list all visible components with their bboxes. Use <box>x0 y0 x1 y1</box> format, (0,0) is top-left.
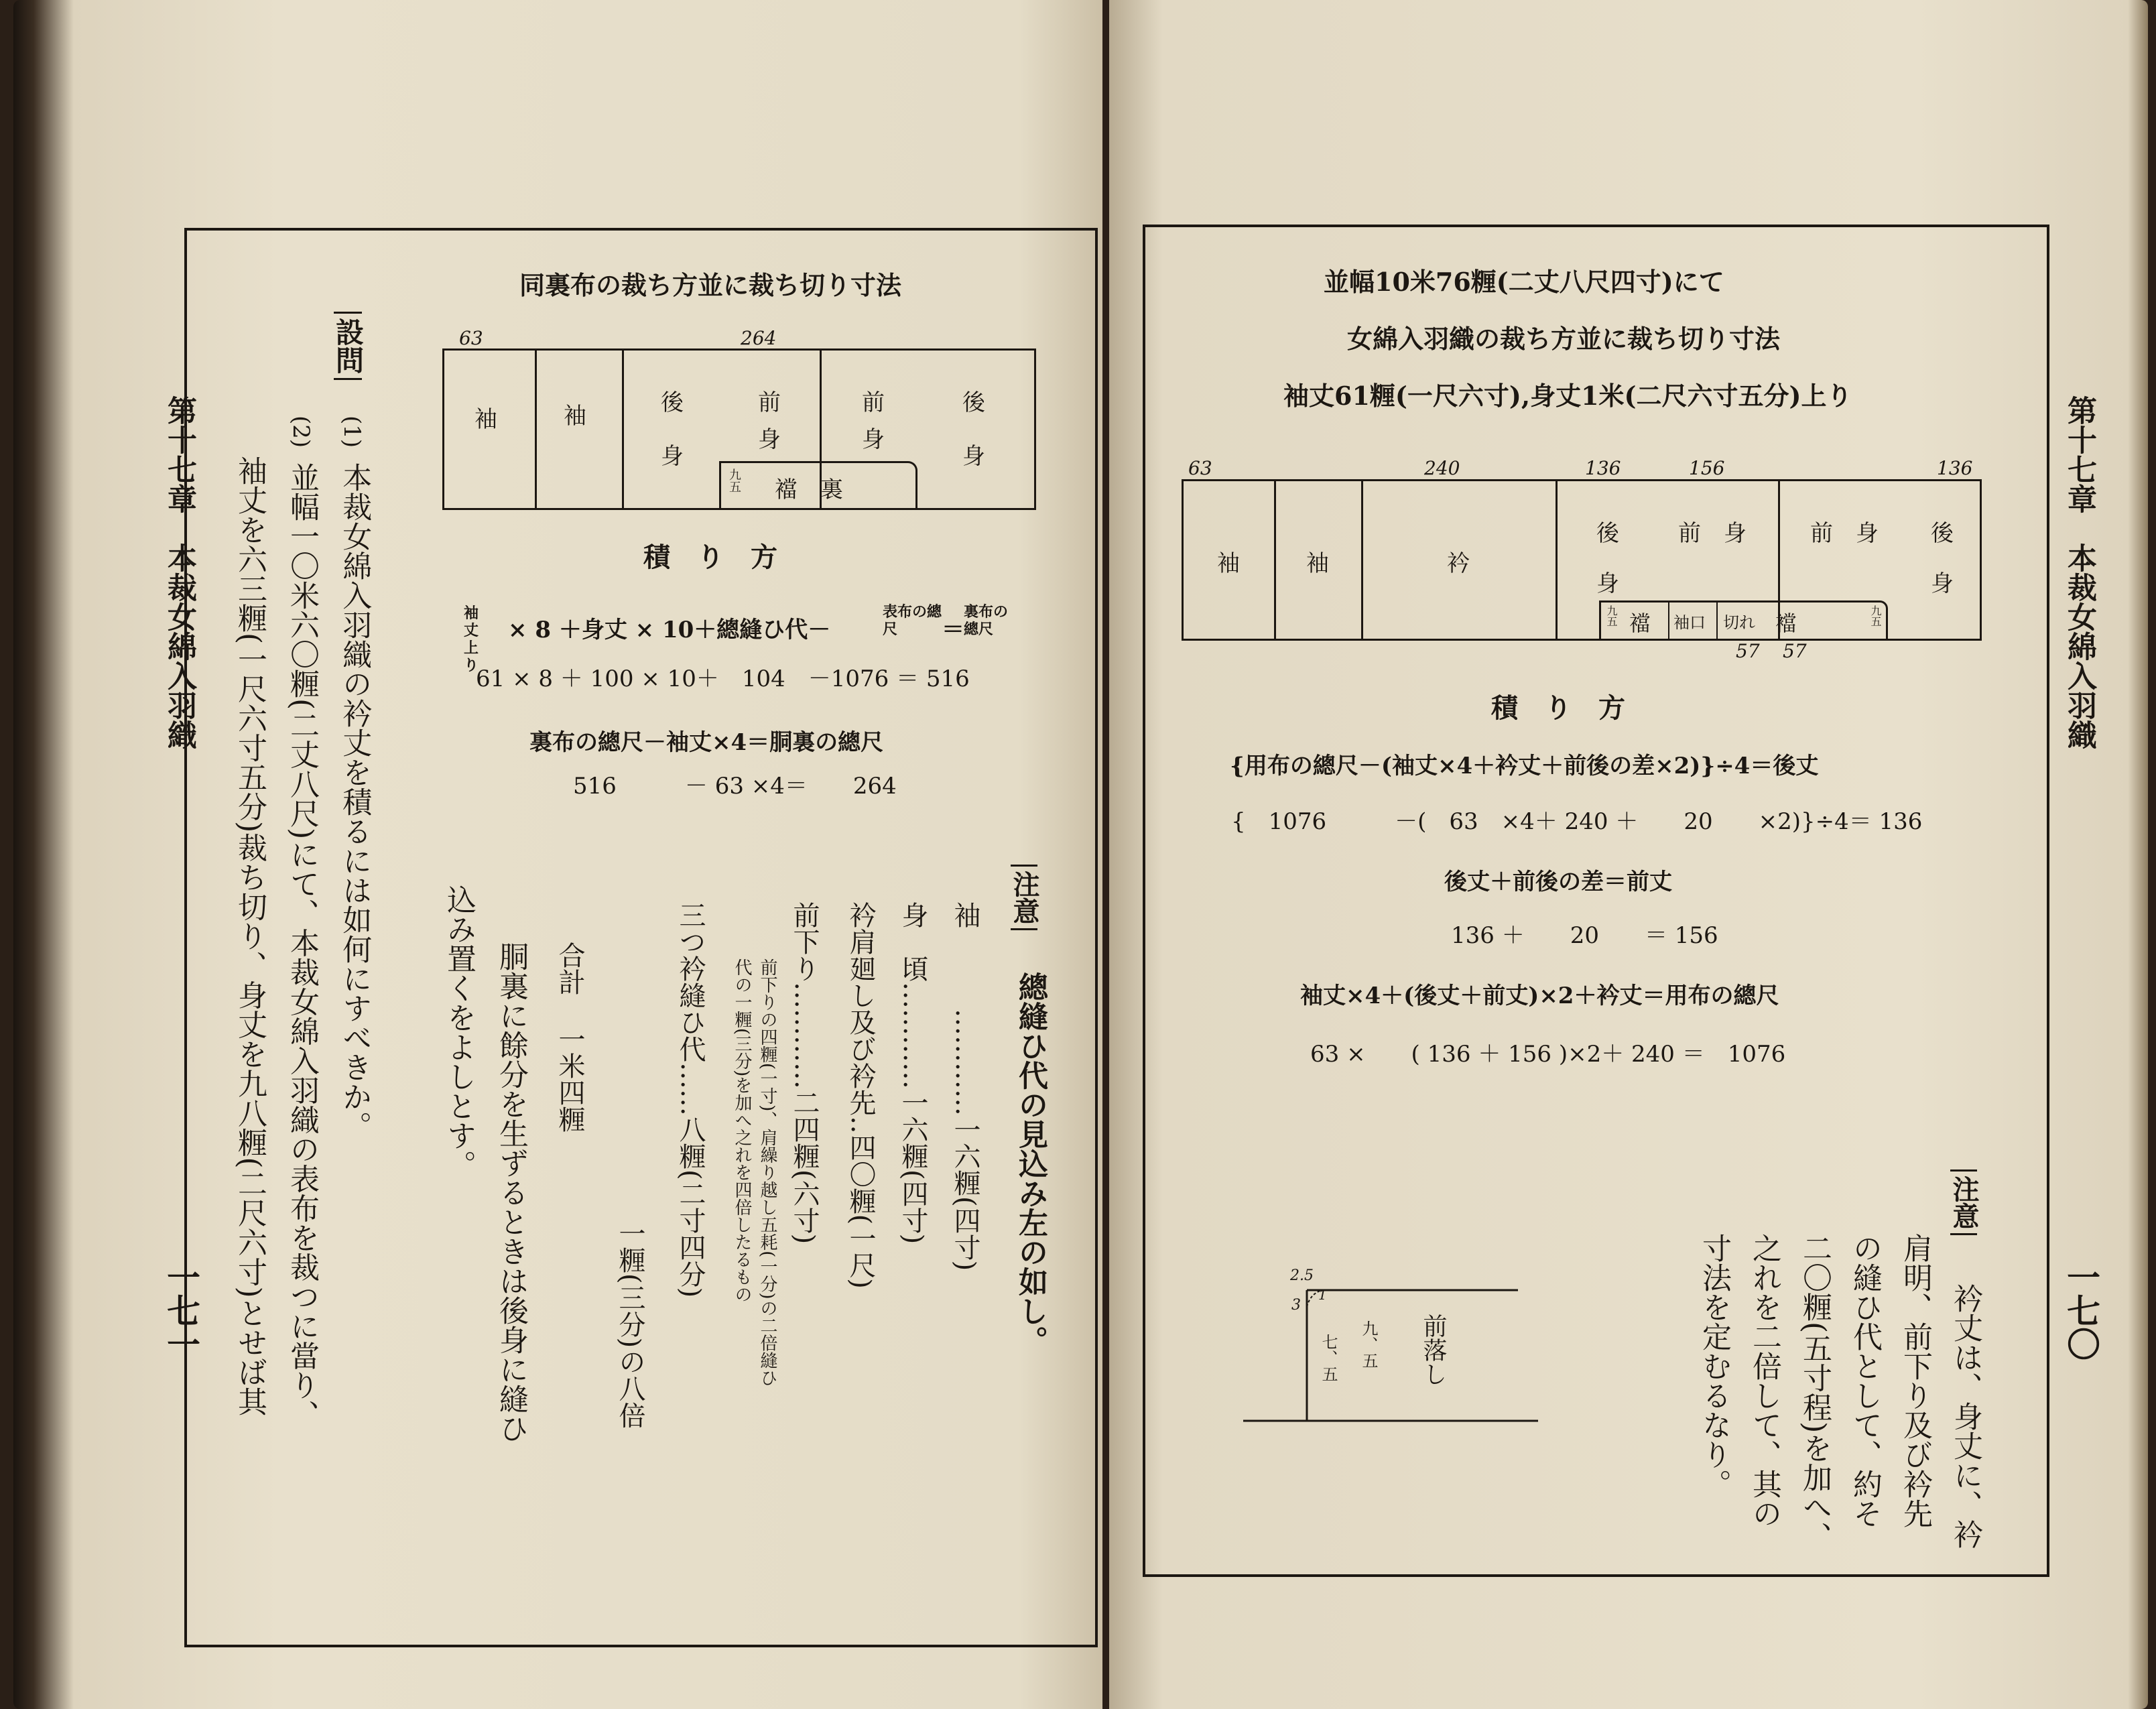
diagram-num-a: 63 <box>459 327 483 349</box>
note-label: 注意 <box>1950 1169 1977 1235</box>
formula3: 袖丈×4＋(後丈＋前丈)×2＋衿丈＝用布の總尺 <box>1300 983 1779 1009</box>
note-column-2: 肩明、前下り及び衿先 <box>1898 1233 1932 1528</box>
total-label: 合計 <box>554 942 585 995</box>
sketch-label: 前落し <box>1419 1314 1447 1386</box>
formula1-eq: ＝ <box>942 617 964 643</box>
note-item-front-drop: 前下り…………二四糎(六寸) <box>789 901 820 1245</box>
note-item-collar: 衿肩廻し及び衿先‥四〇糎(一尺) <box>845 901 876 1289</box>
title-line-2: 女綿入羽織の裁ち方並に裁ち切り寸法 <box>1347 324 1781 354</box>
chapter-header: 第十七章 本裁女綿入羽織 <box>162 395 196 749</box>
cutting-diagram <box>442 349 1036 510</box>
cell-sleeve-2: 袖 <box>1274 481 1363 639</box>
note-column-6: 寸法を定むるなり。 <box>1697 1233 1731 1499</box>
front-drop-sketch <box>1243 1267 1578 1431</box>
note-column-4: 二〇糎(五寸程)を加へ、 <box>1797 1233 1832 1552</box>
question-label: 設問 <box>334 312 362 380</box>
cell-sleeve-2: 袖 <box>535 351 624 508</box>
formula3-values: 63 × ( 136 ＋ 156 )×2＋ 240 ＝ 1076 <box>1310 1041 1786 1068</box>
formula2-values: 516 － 63 ×4＝ 264 <box>573 773 897 800</box>
cell-front-back: 前 身 後 身 <box>1778 481 1982 639</box>
formula1-result: 裏布の總尺 <box>964 603 1009 638</box>
cell-back-front: 後 身 前 身 <box>1556 481 1780 639</box>
q1-number: (1) <box>338 416 365 448</box>
note-item-body: 身 頃…………一六糎(四寸) <box>897 901 928 1245</box>
box-title: 同裏布の裁ち方並に裁ち切り寸法 <box>519 270 902 300</box>
diagram-num-5: 136 <box>1937 457 1973 479</box>
note-column-5: 之れを二倍して、其の <box>1747 1233 1781 1528</box>
bottom-strip: 九五 襠 袖口 切れ 襠 九五 <box>1599 600 1888 639</box>
title-line-3: 袖丈61糎(一尺六寸),身丈1米(二尺六寸五分)上り <box>1283 381 1852 411</box>
diagram-num-1: 63 <box>1188 457 1212 479</box>
diagram-num-b: 264 <box>741 327 777 349</box>
diagram-num-2: 240 <box>1424 457 1460 479</box>
right-page <box>1109 0 2148 1709</box>
total-value: 一米四糎 <box>554 1025 585 1133</box>
note-sub-1: 前下りの四糎(一寸)、肩繰り越し五耗(一分)の二倍縫ひ <box>757 958 777 1387</box>
note-item-three-collar: 三つ衿縫ひ代……八糎(二寸四分) <box>675 901 706 1298</box>
cell-sleeve-1: 袖 <box>474 406 497 433</box>
formula2-values: 136 ＋ 20 ＝ 156 <box>1451 922 1718 949</box>
calc-title: 積 り 方 <box>643 542 777 573</box>
formula1-term: 表布の總尺 <box>883 603 942 638</box>
formula2: 後丈＋前後の差＝前丈 <box>1444 869 1672 895</box>
note-sub-3: 一糎(三分)の八倍 <box>615 1220 645 1429</box>
note-column-3: の縫ひ代として、約そ <box>1848 1233 1882 1528</box>
diagram-num-3: 136 <box>1585 457 1621 479</box>
cell-collar: 衿 <box>1361 481 1558 639</box>
note-sub-2: 代の一糎(三分)を加へ之れを四倍したるもの <box>732 958 752 1304</box>
sketch-num-2: 3 <box>1291 1297 1301 1314</box>
sketch-value-1: 九、五 <box>1359 1320 1378 1369</box>
note-label: 注意 <box>1011 865 1037 930</box>
formula1: {用布の總尺－(袖丈×4＋衿丈＋前後の差×2)}÷4＝後丈 <box>1230 753 1819 779</box>
note-column-1: 衿丈は、身丈に、衿 <box>1948 1283 1982 1549</box>
diagram-num-4: 156 <box>1689 457 1725 479</box>
diagram-num-bottom-1: 57 <box>1736 640 1760 662</box>
q2-column-1: 並幅一〇米六〇糎(二丈八尺)にて、本裁女綿入羽織の表布を裁つに當り、 <box>285 462 319 1430</box>
q2-number: (2) <box>288 416 314 448</box>
page-number: 一七一 <box>162 1260 201 1360</box>
left-page <box>13 0 1102 1709</box>
title-line-1: 並幅10米76糎(二丈八尺四寸)にて <box>1324 267 1724 297</box>
cell-back-front: 後 身 前 身 <box>622 351 822 508</box>
formula1-values: 61 × 8 ＋ 100 × 10＋ 104 －1076 ＝ 516 <box>476 666 970 692</box>
closing-column-2: 込み置くをよしとす。 <box>442 885 476 1180</box>
gusset-strip: 九五 襠 裏 <box>719 461 917 508</box>
formula1-values: { 1076 －( 63 ×4＋ 240 ＋ 20 ×2)}÷4＝ 136 <box>1231 808 1923 835</box>
cell-front-back: 前 身 後 身 <box>820 351 1036 508</box>
cutting-diagram <box>1182 479 1982 641</box>
sketch-lines <box>1243 1270 1578 1431</box>
note-item-sleeve: 袖 …………一六糎(四寸) <box>950 901 980 1271</box>
q1-text: 本裁女綿入羽織の衿丈を積るには如何にすべきか。 <box>337 462 372 1141</box>
formula2: 裏布の總尺－袖丈×4＝胴裏の總尺 <box>529 729 884 756</box>
page-number: 一七〇 <box>2062 1260 2101 1360</box>
sketch-value-2: 七、五 <box>1319 1334 1338 1382</box>
calc-title: 積 り 方 <box>1491 692 1625 724</box>
q2-column-2: 袖丈を六三糎(一尺六寸五分)裁ち切り、身丈を九八糎(二尺六寸)とせば其 <box>233 456 267 1416</box>
closing-column-1: 胴裏に餘分を生ずるときは後身に縫ひ <box>494 942 528 1443</box>
chapter-header: 第十七章 本裁女綿入羽織 <box>2062 395 2096 749</box>
sketch-num-1: 2.5 <box>1290 1267 1314 1284</box>
sketch-num-3: 1 <box>1318 1287 1327 1303</box>
diagram-num-bottom-2: 57 <box>1783 640 1807 662</box>
formula1-prefix: 袖丈上り <box>464 605 479 674</box>
formula1-mid: × 8 ＋身丈 × 10＋總縫ひ代－ <box>508 617 831 643</box>
cell-sleeve-1: 袖 <box>1217 550 1240 577</box>
note-intro: 總縫ひ代の見込み左の如し。 <box>1013 972 1048 1355</box>
